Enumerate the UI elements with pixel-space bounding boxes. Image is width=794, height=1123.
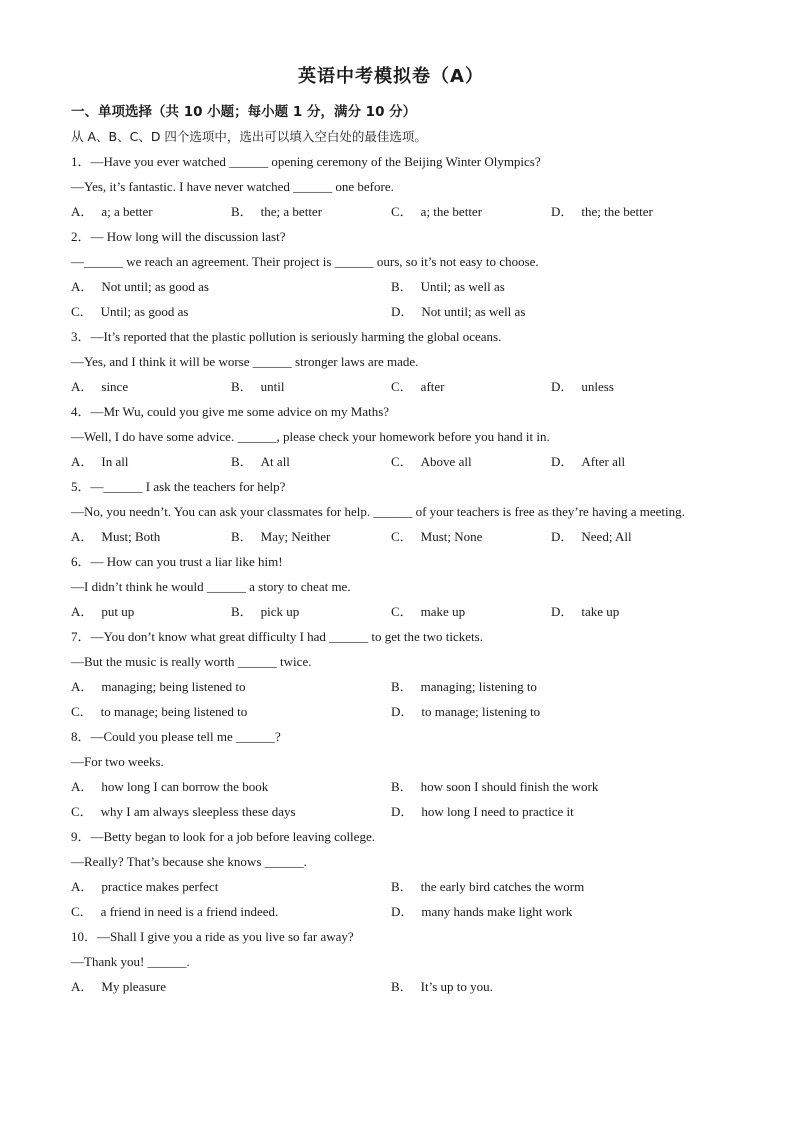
option-a[interactable]: A． My pleasure [71, 979, 167, 994]
option-c[interactable]: C． Must; None [391, 529, 483, 544]
question-1 [71, 149, 711, 224]
question-10 [71, 924, 711, 999]
page-title: 英语中考模拟卷（A） [298, 66, 484, 87]
option-a[interactable]: A． since [71, 379, 129, 394]
question-stem: 8．—Could you please tell me ______? [71, 729, 281, 744]
question-response: —Thank you! ______. [71, 954, 190, 969]
question-stem: 1．—Have you ever watched ______ opening ceremony of the Beijing Winter Olympics? [71, 154, 541, 169]
option-d[interactable]: D． Need; All [551, 529, 632, 544]
options [71, 874, 711, 924]
question-stem: 4．—Mr Wu, could you give me some advice on my Maths? [71, 404, 390, 419]
option-c[interactable]: C． to manage; being listened to [71, 704, 248, 719]
option-b[interactable]: B． pick up [231, 604, 300, 619]
option-a[interactable]: A． a; a better [71, 204, 153, 219]
question-stem: 9．—Betty began to look for a job before leaving college. [71, 829, 375, 844]
question-6 [71, 549, 711, 624]
option-d[interactable]: D． to manage; listening to [391, 704, 541, 719]
options [71, 599, 711, 624]
question-stem: 10．—Shall I give you a ride as you live so far away? [71, 929, 354, 944]
question-stem: 3．—It’s reported that the plastic pollution is seriously harming the global oceans. [71, 329, 502, 344]
question-response: —______ we reach an agreement. Their project is ______ ours, so it’s not easy to choose. [71, 254, 539, 269]
option-b[interactable]: B． managing; listening to [391, 679, 537, 694]
question-stem: 6．— How can you trust a liar like him! [71, 554, 283, 569]
option-c[interactable]: C． why I am always sleepless these days [71, 804, 296, 819]
question-4 [71, 399, 711, 474]
option-b[interactable]: B． until [231, 379, 285, 394]
section-heading: 一、单项选择（共 10 小题；每小题 1 分，满分 10 分） [71, 104, 417, 120]
exam-page [71, 66, 711, 999]
option-c[interactable]: C． Until; as good as [71, 304, 189, 319]
option-a[interactable]: A． Must; Both [71, 529, 161, 544]
question-2 [71, 224, 711, 324]
question-response: —For two weeks. [71, 754, 164, 769]
question-response: —Yes, and I think it will be worse ______ stronger laws are made. [71, 354, 419, 369]
option-d[interactable]: D． take up [551, 604, 620, 619]
options [71, 374, 711, 399]
question-3 [71, 324, 711, 399]
options [71, 974, 711, 999]
option-d[interactable]: D． how long I need to practice it [391, 804, 574, 819]
option-d[interactable]: D． the; the better [551, 204, 653, 219]
option-a[interactable]: A． Not until; as good as [71, 279, 209, 294]
option-b[interactable]: B． At all [231, 454, 290, 469]
question-response: —Really? That’s because she knows ______. [71, 854, 307, 869]
option-b[interactable]: B． the; a better [231, 204, 323, 219]
question-5 [71, 474, 711, 549]
question-7 [71, 624, 711, 724]
option-c[interactable]: C． after [391, 379, 445, 394]
question-response: —Yes, it’s fantastic. I have never watched ______ one before. [71, 179, 394, 194]
option-c[interactable]: C． Above all [391, 454, 472, 469]
question-response: —I didn’t think he would ______ a story to cheat me. [71, 579, 351, 594]
option-a[interactable]: A． managing; being listened to [71, 679, 246, 694]
option-c[interactable]: C． a friend in need is a friend indeed. [71, 904, 279, 919]
option-d[interactable]: D． many hands make light work [391, 904, 573, 919]
section-instruction: 从 A、B、C、D 四个选项中，选出可以填入空白处的最佳选项。 [71, 129, 427, 144]
question-response: —Well, I do have some advice. ______, please check your homework before you hand it in. [71, 429, 550, 444]
option-c[interactable]: C． a; the better [391, 204, 483, 219]
option-b[interactable]: B． how soon I should finish the work [391, 779, 599, 794]
question-9 [71, 824, 711, 924]
option-d[interactable]: D． After all [551, 454, 626, 469]
question-response: —But the music is really worth ______ twice. [71, 654, 312, 669]
option-b[interactable]: B． It’s up to you. [391, 979, 493, 994]
option-b[interactable]: B． Until; as well as [391, 279, 505, 294]
question-stem: 2．— How long will the discussion last? [71, 229, 286, 244]
option-d[interactable]: D． Not until; as well as [391, 304, 526, 319]
options [71, 274, 711, 324]
options [71, 449, 711, 474]
option-b[interactable]: B． the early bird catches the worm [391, 879, 585, 894]
question-stem: 7．—You don’t know what great difficulty I had ______ to get the two tickets. [71, 629, 483, 644]
question-response: —No, you needn’t. You can ask your classmates for help. ______ of your teachers is free as they’re having a meeting. [71, 504, 685, 519]
option-a[interactable]: A． In all [71, 454, 129, 469]
option-a[interactable]: A． put up [71, 604, 135, 619]
options [71, 199, 711, 224]
options [71, 524, 711, 549]
option-a[interactable]: A． how long I can borrow the book [71, 779, 269, 794]
question-stem: 5．—______ I ask the teachers for help? [71, 479, 286, 494]
question-8 [71, 724, 711, 824]
option-b[interactable]: B． May; Neither [231, 529, 331, 544]
options [71, 674, 711, 724]
option-c[interactable]: C． make up [391, 604, 466, 619]
option-a[interactable]: A． practice makes perfect [71, 879, 219, 894]
options [71, 774, 711, 824]
option-d[interactable]: D． unless [551, 379, 614, 394]
